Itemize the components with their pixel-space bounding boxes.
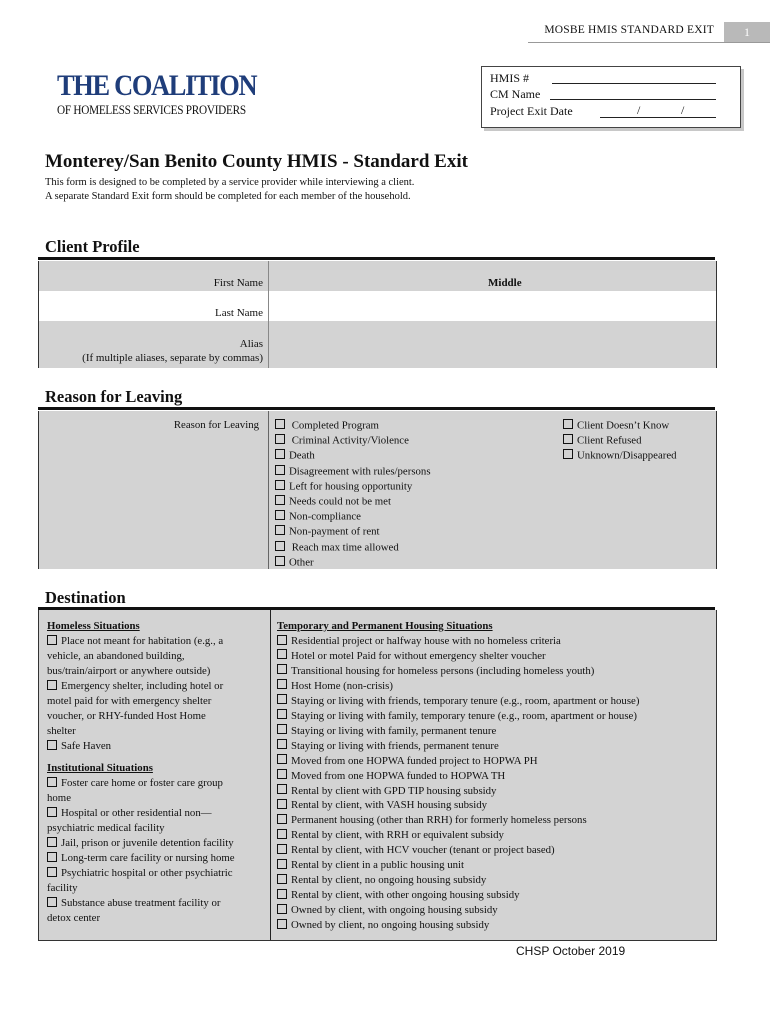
- option-label: Reach max time allowed: [289, 541, 399, 554]
- destination-option[interactable]: [277, 754, 538, 769]
- destination-option[interactable]: [277, 724, 496, 739]
- option-label: Transitional housing for homeless persons (including homeless youth): [291, 664, 595, 677]
- checkbox-icon[interactable]: [47, 807, 57, 817]
- option-label: Disagreement with rules/persons: [289, 465, 431, 478]
- option-label: vehicle, an abandoned building,: [47, 650, 185, 662]
- checkbox-icon[interactable]: [47, 867, 57, 877]
- checkbox-icon[interactable]: [47, 680, 57, 690]
- destination-option-continued: [47, 724, 76, 739]
- column-divider: [268, 411, 269, 569]
- middle-label: Middle: [488, 277, 522, 289]
- destination-option-continued: [47, 649, 185, 664]
- destination-option[interactable]: [277, 798, 487, 813]
- checkbox-icon[interactable]: [277, 859, 287, 869]
- footer-version: CHSP October 2019: [516, 944, 626, 958]
- checkbox-icon[interactable]: [47, 897, 57, 907]
- option-label: Criminal Activity/Violence: [289, 434, 409, 447]
- reason-option[interactable]: [563, 449, 677, 462]
- option-label: Client Refused: [577, 434, 642, 447]
- alias-note: (If multiple aliases, separate by commas): [82, 352, 263, 364]
- destination-option[interactable]: [47, 679, 223, 694]
- destination-option[interactable]: [277, 784, 496, 799]
- reason-option[interactable]: [275, 449, 315, 462]
- option-label: Long-term care facility or nursing home: [61, 852, 235, 864]
- option-label: Non-payment of rent: [289, 525, 380, 538]
- form-header-title: MOSBE HMIS STANDARD EXIT: [544, 24, 714, 36]
- option-label: Non-compliance: [289, 510, 361, 523]
- option-label: Death: [289, 449, 315, 462]
- destination-option[interactable]: [277, 739, 499, 754]
- option-label: Rental by client in a public housing unit: [291, 859, 465, 872]
- hmis-field[interactable]: [552, 83, 716, 84]
- checkbox-icon[interactable]: [277, 649, 287, 659]
- reason-option[interactable]: [275, 465, 431, 478]
- reason-label: Reason for Leaving: [173, 419, 259, 431]
- checkbox-icon[interactable]: [277, 679, 287, 689]
- reason-for-leaving-table: [38, 411, 717, 569]
- column-divider: [268, 261, 269, 368]
- option-label: Needs could not be met: [289, 495, 391, 508]
- institutional-heading: Institutional Situations: [47, 762, 153, 774]
- checkbox-icon[interactable]: [277, 874, 287, 884]
- option-label: Staying or living with family, temporary tenure (e.g., room, apartment or house): [291, 709, 637, 722]
- destination-option[interactable]: [47, 776, 223, 791]
- option-label: Client Doesn’t Know: [577, 419, 670, 432]
- checkbox-icon[interactable]: [277, 754, 287, 764]
- destination-option[interactable]: [277, 888, 520, 903]
- checkbox-icon[interactable]: [277, 799, 287, 809]
- reason-option[interactable]: [275, 419, 379, 432]
- logo-main-text: THE COALITION: [57, 69, 257, 102]
- option-label: Substance abuse treatment facility or: [61, 897, 221, 909]
- option-label: Permanent housing (other than RRH) for formerly homeless persons: [291, 814, 587, 827]
- checkbox-icon[interactable]: [277, 769, 287, 779]
- option-label: Hotel or motel Paid for without emergency shelter voucher: [291, 649, 546, 662]
- option-label: shelter: [47, 725, 76, 737]
- checkbox-icon[interactable]: [277, 635, 287, 645]
- alias-row: [39, 321, 716, 368]
- reason-option[interactable]: [275, 541, 399, 554]
- option-label: psychiatric medical facility: [47, 822, 165, 834]
- option-label: Emergency shelter, including hotel or: [61, 680, 224, 692]
- checkbox-icon[interactable]: [277, 904, 287, 914]
- option-label: Rental by client, with other ongoing housing subsidy: [291, 889, 520, 902]
- reason-option[interactable]: [275, 556, 314, 569]
- destination-option[interactable]: [277, 873, 486, 888]
- checkbox-icon[interactable]: [47, 635, 57, 645]
- destination-option-continued: [47, 911, 100, 926]
- column-divider: [270, 610, 271, 940]
- option-label: Rental by client with GPD TIP housing subsidy: [291, 784, 497, 797]
- housing-heading: Temporary and Permanent Housing Situations: [277, 620, 493, 632]
- option-label: Hospital or other residential non—: [61, 807, 212, 819]
- checkbox-icon[interactable]: [563, 449, 573, 459]
- reason-option[interactable]: [275, 510, 361, 523]
- client-profile-table: [38, 261, 717, 368]
- destination-option[interactable]: [277, 664, 594, 679]
- checkbox-icon[interactable]: [277, 919, 287, 929]
- option-label: Host Home (non-crisis): [291, 679, 393, 692]
- checkbox-icon[interactable]: [47, 777, 57, 787]
- alias-label: Alias: [239, 338, 263, 350]
- destination-option-continued: [47, 821, 165, 836]
- option-label: Staying or living with friends, permanent tenure: [291, 739, 499, 752]
- destination-option-continued: [47, 694, 211, 709]
- reason-option[interactable]: [275, 525, 380, 538]
- checkbox-icon[interactable]: [277, 889, 287, 899]
- option-label: Owned by client, no ongoing housing subsidy: [291, 919, 490, 932]
- checkbox-icon[interactable]: [275, 510, 285, 520]
- homeless-heading: Homeless Situations: [47, 620, 140, 632]
- exit-date-label: Project Exit Date: [490, 104, 573, 118]
- checkbox-icon[interactable]: [277, 694, 287, 704]
- reason-option[interactable]: [275, 434, 409, 447]
- option-label: Residential project or halfway house with no homeless criteria: [291, 635, 561, 647]
- checkbox-icon[interactable]: [563, 434, 573, 444]
- reason-heading: Reason for Leaving: [45, 387, 183, 406]
- option-label: detox center: [47, 912, 101, 924]
- option-label: Moved from one HOPWA funded to HOPWA TH: [291, 769, 506, 782]
- option-label: Rental by client, no ongoing housing subsidy: [291, 874, 487, 887]
- option-label: Safe Haven: [61, 740, 112, 752]
- exit-date-field[interactable]: [600, 117, 716, 118]
- destination-option[interactable]: [277, 813, 587, 828]
- checkbox-icon[interactable]: [275, 480, 285, 490]
- destination-option[interactable]: [47, 896, 221, 911]
- destination-option[interactable]: [47, 836, 234, 851]
- option-label: Rental by client, with VASH housing subsidy: [291, 799, 488, 812]
- checkbox-icon[interactable]: [563, 419, 573, 429]
- option-label: Staying or living with family, permanent tenure: [291, 724, 497, 737]
- option-label: Rental by client, with RRH or equivalent subsidy: [291, 829, 504, 842]
- checkbox-icon[interactable]: [277, 784, 287, 794]
- destination-option-continued: [47, 709, 206, 724]
- option-label: Place not meant for habitation (e.g., a: [61, 635, 224, 647]
- destination-table: [38, 610, 717, 941]
- checkbox-icon[interactable]: [47, 837, 57, 847]
- checkbox-icon[interactable]: [275, 419, 285, 429]
- date-sep-2: /: [681, 103, 685, 117]
- checkbox-icon[interactable]: [277, 739, 287, 749]
- checkbox-icon[interactable]: [47, 852, 57, 862]
- option-label: Unknown/Disappeared: [577, 449, 677, 462]
- checkbox-icon[interactable]: [275, 495, 285, 505]
- option-label: voucher, or RHY-funded Host Home: [47, 710, 206, 722]
- destination-option[interactable]: [277, 903, 498, 918]
- option-label: home: [47, 792, 71, 804]
- option-label: Left for housing opportunity: [289, 480, 413, 493]
- option-label: Staying or living with friends, temporary tenure (e.g., room, apartment or house): [291, 694, 640, 707]
- option-label: Other: [289, 556, 314, 569]
- destination-option[interactable]: [47, 634, 223, 649]
- header-rule: [528, 42, 770, 43]
- option-label: Completed Program: [289, 419, 379, 432]
- section-bar: [38, 257, 715, 260]
- destination-option[interactable]: [277, 918, 489, 933]
- checkbox-icon[interactable]: [47, 740, 57, 750]
- page-title: Monterey/San Benito County HMIS - Standard Exit: [45, 151, 468, 172]
- logo-sub-text: OF HOMELESS SERVICES PROVIDERS: [57, 103, 246, 117]
- checkbox-icon[interactable]: [277, 709, 287, 719]
- checkbox-icon[interactable]: [275, 541, 285, 551]
- option-label: Psychiatric hospital or other psychiatric: [61, 867, 233, 879]
- first-name-label: First Name: [213, 277, 263, 289]
- last-name-label: Last Name: [215, 307, 263, 319]
- destination-option[interactable]: [47, 851, 235, 866]
- destination-option[interactable]: [277, 858, 464, 873]
- checkbox-icon[interactable]: [277, 844, 287, 854]
- destination-option[interactable]: [277, 634, 561, 649]
- checkbox-icon[interactable]: [277, 664, 287, 674]
- destination-option[interactable]: [277, 694, 639, 709]
- client-profile-heading: Client Profile: [45, 237, 140, 256]
- checkbox-icon[interactable]: [275, 556, 285, 566]
- page-number: 1: [724, 22, 770, 43]
- option-label: Moved from one HOPWA funded project to HOPWA PH: [291, 754, 538, 767]
- reason-option[interactable]: [275, 480, 412, 493]
- destination-option-continued: [47, 791, 71, 806]
- destination-option[interactable]: [277, 769, 505, 784]
- date-sep-1: /: [637, 103, 641, 117]
- destination-option[interactable]: [277, 843, 555, 858]
- reason-option[interactable]: [563, 434, 641, 447]
- cm-name-label: CM Name: [490, 87, 541, 101]
- hmis-label: HMIS #: [490, 71, 530, 85]
- reason-option[interactable]: [275, 495, 391, 508]
- destination-option[interactable]: [277, 709, 637, 724]
- last-name-row: [39, 291, 716, 321]
- option-label: facility: [47, 882, 78, 894]
- checkbox-icon[interactable]: [275, 465, 285, 475]
- checkbox-icon[interactable]: [275, 434, 285, 444]
- intro-line-2: A separate Standard Exit form should be completed for each member of the household.: [45, 191, 411, 202]
- option-label: Jail, prison or juvenile detention facility: [61, 837, 234, 849]
- option-label: Owned by client, with ongoing housing subsidy: [291, 904, 498, 917]
- option-label: Foster care home or foster care group: [61, 777, 223, 789]
- destination-heading: Destination: [45, 588, 126, 607]
- cm-name-field[interactable]: [550, 99, 716, 100]
- case-info-box: [481, 66, 741, 128]
- destination-option-continued: [47, 664, 210, 679]
- option-label: Rental by client, with HCV voucher (tenant or project based): [291, 844, 555, 857]
- destination-option-continued: [47, 881, 78, 896]
- reason-option[interactable]: [563, 419, 669, 432]
- checkbox-icon[interactable]: [275, 449, 285, 459]
- destination-option[interactable]: [47, 806, 212, 821]
- destination-option[interactable]: [47, 866, 233, 881]
- destination-option[interactable]: [277, 649, 546, 664]
- checkbox-icon[interactable]: [277, 724, 287, 734]
- checkbox-icon[interactable]: [277, 814, 287, 824]
- first-name-row: [39, 261, 716, 291]
- option-label: motel paid for with emergency shelter: [47, 695, 212, 707]
- checkbox-icon[interactable]: [275, 525, 285, 535]
- section-bar: [38, 407, 715, 410]
- intro-line-1: This form is designed to be completed by a service provider while interviewing a client.: [45, 177, 415, 188]
- checkbox-icon[interactable]: [277, 829, 287, 839]
- destination-option[interactable]: [277, 679, 393, 694]
- destination-option[interactable]: [47, 739, 111, 754]
- destination-option[interactable]: [277, 828, 504, 843]
- option-label: bus/train/airport or anywhere outside): [47, 665, 211, 677]
